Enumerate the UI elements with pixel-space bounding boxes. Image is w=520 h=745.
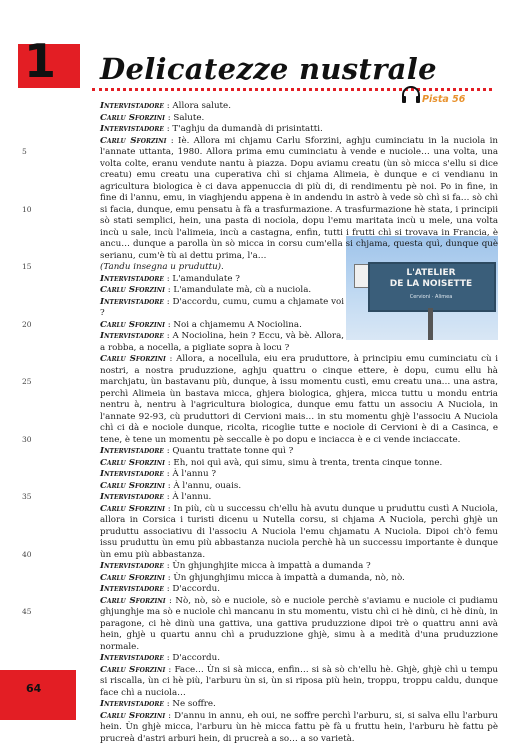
speaker-name: Carlu Sforzini: [100, 136, 166, 146]
line-number: 45: [22, 607, 32, 616]
speech-text: Salute.: [173, 113, 204, 123]
transcript-line: Intervistadore : Allora salute.: [100, 101, 498, 113]
transcript-line: Intervistadore : Ne soffre.: [100, 699, 498, 711]
speaker-name: Carlu Sforzini: [100, 573, 165, 583]
title-dotted-divider: [92, 88, 492, 91]
speaker-name: Carlu Sforzini: [100, 711, 165, 721]
speaker-name: Intervistadore: [100, 561, 164, 571]
transcript-line: Carlu Sforzini : Iè. Allora mi chjamu Carlu Sforzini, aghju cuminciatu in la nuciola in l'annate uttanta, 1980. Allora prima emu cuminciatu à vende e nuciole… una volta, una volta colte, eranu vendute nantu à piazza. Dopu aviamu creatu (ùn sò micca s'ellu si dice creatu) emu creatu una cuperativa chì si chjama Alimeia, è dunque e ci vendianu in agricultura biologica è ci dava appenuccia di più di, di rendimentu pè noi. Po in fine, in fine di l'annu, emu, in viaghjendu appena è in andendu in astrò à vede sò chì si fa… sò chì si facia, dunque, emu pensatu à fà a trasfurmazione. A trasfurmazione hè stata, i principii sò stati semplici, hein, una pasta di nociola, dopu l'emu maritata incù u mele, una volta incù u sale, incù l'alimeia, incù a castagna, enfin, tutti i frutti chì si trovava in Francia, è ancu… dunque a parolla ùn sò micca in corsu cum'ella si chjama, questa quì, dunque què serianu, cum'è tù ai dettu prima, l'a…: [100, 136, 498, 263]
speaker-name: Intervistadore: [100, 653, 164, 663]
transcript-line: Intervistadore : L'amandulate ?: [100, 274, 344, 286]
speech-text: Allora, a nocellula, eiu era pruduttore, à principiu emu cuminciatu cù i nostri, a nostra pruduzzione, aghju quattru o cinque ettere, è dopu, cumu ellu hà marchjatu, ùn bastavanu più, dunque, à issu momentu custì, emu creatu una… una astra, perchì Alimeia ùn bastava micca, ghjera biologica, ghjera, micca tuttu u mondu entria nentru à, nentru à l'agricultura biologica, dunque emu fattu un associu A Nuciola, in l'annate 92-93, cù pruduttori di Cervioni mais… in stu momentu ghjè l'associu A Nuciola chì ci dà e nociole dunque, ricolta, ricoglie tutte e nociole di Cervioni è di a Casinca, e tene, è tene un momentu pè seccalle è po dopu e inciacca è e ci vende inciaccate.: [100, 354, 498, 445]
transcript-line: Carlu Sforzini : Ùn ghjunghjimu micca à impattà a dumanda, nò, nò.: [100, 573, 498, 585]
transcript-line: Intervistadore : Ùn ghjunghjite micca à impattà a dumanda ?: [100, 561, 498, 573]
speech-text: L'amandulate mà, cù a nuciola.: [173, 285, 311, 295]
speaker-name: Carlu Sforzini: [100, 481, 165, 491]
page-number-box: [0, 670, 76, 720]
transcript-line: Intervistadore : T'aghju da dumandà di prisintatti.: [100, 124, 498, 136]
speech-text: D'accordu.: [172, 653, 220, 663]
chapter-number: 1: [24, 38, 56, 84]
line-number: 30: [22, 435, 32, 444]
speech-text: D'annu in annu, eh oui, ne soffre perchì l'arburu, si, si salva ellu l'arburu hein. Ùn ghjè micca, l'arburu ùn hè micca fattu pè fà u fruttu hein, l'arburu hè fattu pè prucreà d'astri arburi hein, di prucreà a so… a so varietà.: [100, 711, 498, 744]
speech-text: À l'annu ?: [172, 469, 216, 479]
speech-text: In più, cù u successu ch'ellu hà avutu dunque u pruduttu custì A Nuciola, allora in Corsica i turisti dicenu u Nutella corsu, si chjama A Nuciola, perchì ghjè un pruduttu associativu di l'associu A Nuciola l'emu chjamatu A Nuciola. Dipoi ch'ò femu issu pruduttu ùn emu più abbastanza nuciola perchè hà un successu importante è dunque ùn emu più abbastanza.: [100, 504, 498, 560]
transcript-line: Carlu Sforzini : Eh, noi quì avà, qui simu, simu à trenta, trenta cinque tonne.: [100, 458, 498, 470]
line-number: 15: [22, 262, 32, 271]
speech-text: A Nociolina, hein ? Eccu, và bè. Allora, a robba, a nocella, a pigliate sopra à locu ?: [100, 331, 344, 353]
speaker-name: Intervistadore: [100, 124, 164, 134]
speaker-name: Intervistadore: [100, 492, 164, 502]
speaker-name: Intervistadore: [100, 469, 164, 479]
speech-text: Allora salute.: [172, 101, 231, 111]
speaker-name: Carlu Sforzini: [100, 113, 165, 123]
speech-text: À l'annu.: [172, 492, 211, 502]
interview-transcript: [100, 101, 498, 745]
speech-text: À l'annu, ouais.: [173, 481, 241, 491]
photo-sign-text: L'ATELIER DE LA NOISETTE: [376, 268, 486, 290]
speech-text: D'accordu, cumu, cumu a chjamate voi ?: [100, 297, 344, 319]
speaker-name: Carlu Sforzini: [100, 320, 165, 330]
speech-text: Ne soffre.: [172, 699, 215, 709]
transcript-line: Intervistadore : D'accordu.: [100, 584, 498, 596]
speech-text: (Tandu insegna u pruduttu).: [100, 262, 224, 272]
speaker-name: Carlu Sforzini: [100, 458, 165, 468]
speech-text: Ùn ghjunghjite micca à impattà a dumanda ?: [172, 561, 370, 571]
speaker-name: Carlu Sforzini: [100, 596, 166, 606]
line-number: 20: [22, 320, 32, 329]
speaker-name: Intervistadore: [100, 331, 164, 341]
speaker-name: Carlu Sforzini: [100, 285, 165, 295]
speech-text: Iè. Allora mi chjamu Carlu Sforzini, aghju cuminciatu in la nuciola in l'annate uttanta, 1980. Allora prima emu cuminciatu à vende e nuciole… una volta, una volta colte, eranu vendute nantu à piazza. Dopu aviamu creatu (ùn sò micca s'ellu si dice creatu) emu creatu una cuperativa chì si chjama Alimeia, è dunque e ci vendianu in agricultura biologica è ci dava appenuccia di più di, di rendimentu pè noi. Po in fine, in fine di l'annu, emu, in viaghjendu appena è in andendu in astrò à vede sò chì si fa… sò chì si facia, dunque, emu pensatu à fà a trasfurmazione. A trasfurmazione hè stata, i principii sò stati semplici, hein, una pasta di nociola, dopu l'emu maritata incù u mele, una volta incù u sale, incù l'alimeia, incù a castagna, enfin, tutti i frutti chì si trovava in Francia, è ancu… dunque a parolla ùn sò micca in corsu cum'ella si chjama, questa quì, dunque què serianu, cum'è tù ai dettu prima, l'a…: [100, 136, 498, 261]
line-number: 40: [22, 550, 32, 559]
speaker-name: Intervistadore: [100, 699, 164, 709]
transcript-line: Carlu Sforzini : Noi a chjamemu A Nociolina.: [100, 320, 344, 332]
transcript-line: Intervistadore : À l'annu.: [100, 492, 498, 504]
speech-text: Face… Ùn si sà micca, enfin… si sà sò ch'ellu hè. Ghjè, ghjè chì u tempu si riscalla, ùn ci hè più, l'arburu ùn si, ùn si riposa più hein, troppu, troppu caldu, dunque face chì a nuciola…: [100, 665, 498, 698]
transcript-line: [100, 262, 498, 274]
speech-text: Quantu trattate tonne quì ?: [172, 446, 293, 456]
transcript-line: Intervistadore : À l'annu ?: [100, 469, 498, 481]
transcript-line: Carlu Sforzini : À l'annu, ouais.: [100, 481, 498, 493]
line-number: 25: [22, 377, 32, 386]
speech-text: D'accordu.: [172, 584, 220, 594]
speaker-name: Intervistadore: [100, 274, 164, 284]
transcript-line: Intervistadore : D'accordu.: [100, 653, 498, 665]
speech-text: Nò, nò, sò e nuciole, sò e nuciole perchè s'aviamu e nuciole ci pudiamu ghjunghje ma sò e nuciole chì mancanu in stu momentu, vistu chì ci hè dinù, ci hè dinù, in paragone, ci hè dinù una gattiva, una gattiva pruduzzione dipoi trè o quattru anni avà hein, ghjè u quartu annu chì a pruduzzione ghjè, simu à a medità d'una pruduzzione normale.: [100, 596, 498, 652]
chapter-title: Delicatezze nustrale: [100, 52, 437, 86]
page-number: 64: [26, 682, 41, 695]
speech-text: Ùn ghjunghjimu micca à impattà a dumanda, nò, nò.: [173, 573, 404, 583]
speaker-name: Intervistadore: [100, 446, 164, 456]
line-number: 10: [22, 205, 32, 214]
speaker-name: Carlu Sforzini: [100, 354, 166, 364]
speaker-name: Carlu Sforzini: [100, 504, 165, 514]
speaker-name: Intervistadore: [100, 101, 164, 111]
speech-text: Noi a chjamemu A Nociolina.: [173, 320, 301, 330]
transcript-line: Carlu Sforzini : Face… Ùn si sà micca, enfin… si sà sò ch'ellu hè. Ghjè, ghjè chì u tempu si riscalla, ùn ci hè più, l'arburu ùn si, ùn si riposa più hein, troppu, troppu caldu, dunque face chì a nuciola…: [100, 665, 498, 700]
transcript-line: Carlu Sforzini : Salute.: [100, 113, 498, 125]
photo-sign-subtext: Cervioni · Alimea: [376, 294, 486, 300]
transcript-line: Carlu Sforzini : Nò, nò, sò e nuciole, sò e nuciole perchè s'aviamu e nuciole ci pudiamu ghjunghje ma sò e nuciole chì mancanu in stu momentu, vistu chì ci hè dinù, ci hè dinù, in paragone, ci hè dinù una gattiva, una gattiva pruduzzione dipoi trè o quattru anni avà hein, ghjè u quartu annu chì a pruduzzione ghjè, simu à a medità d'una pruduzzione normale.: [100, 596, 498, 654]
transcript-line: Intervistadore : A Nociolina, hein ? Eccu, và bè. Allora, a robba, a nocella, a pigliate sopra à locu ?: [100, 331, 344, 354]
transcript-line: Carlu Sforzini : D'annu in annu, eh oui, ne soffre perchì l'arburu, si, si salva ellu l'arburu hein. Ùn ghjè micca, l'arburu ùn hè micca fattu pè fà u fruttu hein, l'arburu hè fattu pè prucreà d'astri arburi hein, di prucreà a so… a so varietà.: [100, 711, 498, 745]
transcript-line: Carlu Sforzini : Allora, a nocellula, eiu era pruduttore, à principiu emu cuminciatu cù i nostri, a nostra pruduzzione, aghju quattru o cinque ettere, è dopu, cumu ellu hà marchjatu, ùn bastavanu più, dunque, à issu momentu custì, emu creatu una… una astra, perchì Alimeia ùn bastava micca, ghjera biologica, ghjera, micca tuttu u mondu entria nentru à, nentru à l'agricultura biologica, dunque emu fattu un associu A Nuciola, in l'annate 92-93, cù pruduttori di Cervioni mais… in stu momentu ghjè l'associu A Nuciola chì ci dà e nociole dunque, ricolta, ricoglie tutte e nociole di Cervioni è di a Casinca, e tene, è tene un momentu pè seccalle è po dopu e inciacca è e ci vende inciaccate.: [100, 354, 498, 446]
speaker-name: Intervistadore: [100, 584, 164, 594]
transcript-line: Intervistadore : D'accordu, cumu, cumu a chjamate voi ?: [100, 297, 344, 320]
speech-text: Eh, noi quì avà, qui simu, simu à trenta, trenta cinque tonne.: [173, 458, 442, 468]
transcript-line: Carlu Sforzini : L'amandulate mà, cù a nuciola.: [100, 285, 344, 297]
speaker-name: Carlu Sforzini: [100, 665, 165, 675]
line-number: 35: [22, 492, 32, 501]
speaker-name: Intervistadore: [100, 297, 164, 307]
speech-text: L'amandulate ?: [172, 274, 240, 284]
line-number: 5: [22, 147, 27, 156]
speech-text: T'aghju da dumandà di prisintatti.: [172, 124, 322, 134]
transcript-line: Intervistadore : Quantu trattate tonne quì ?: [100, 446, 498, 458]
track-label: Pista 56: [422, 94, 465, 105]
transcript-line: Carlu Sforzini : In più, cù u successu ch'ellu hà avutu dunque u pruduttu custì A Nuciola, allora in Corsica i turisti dicenu u Nutella corsu, si chjama A Nuciola, perchì ghjè un pruduttu associativu di l'associu A Nuciola l'emu chjamatu A Nuciola. Dipoi ch'ò femu issu pruduttu ùn emu più abbastanza nuciola perchè hà un successu importante è dunque ùn emu più abbastanza.: [100, 504, 498, 562]
